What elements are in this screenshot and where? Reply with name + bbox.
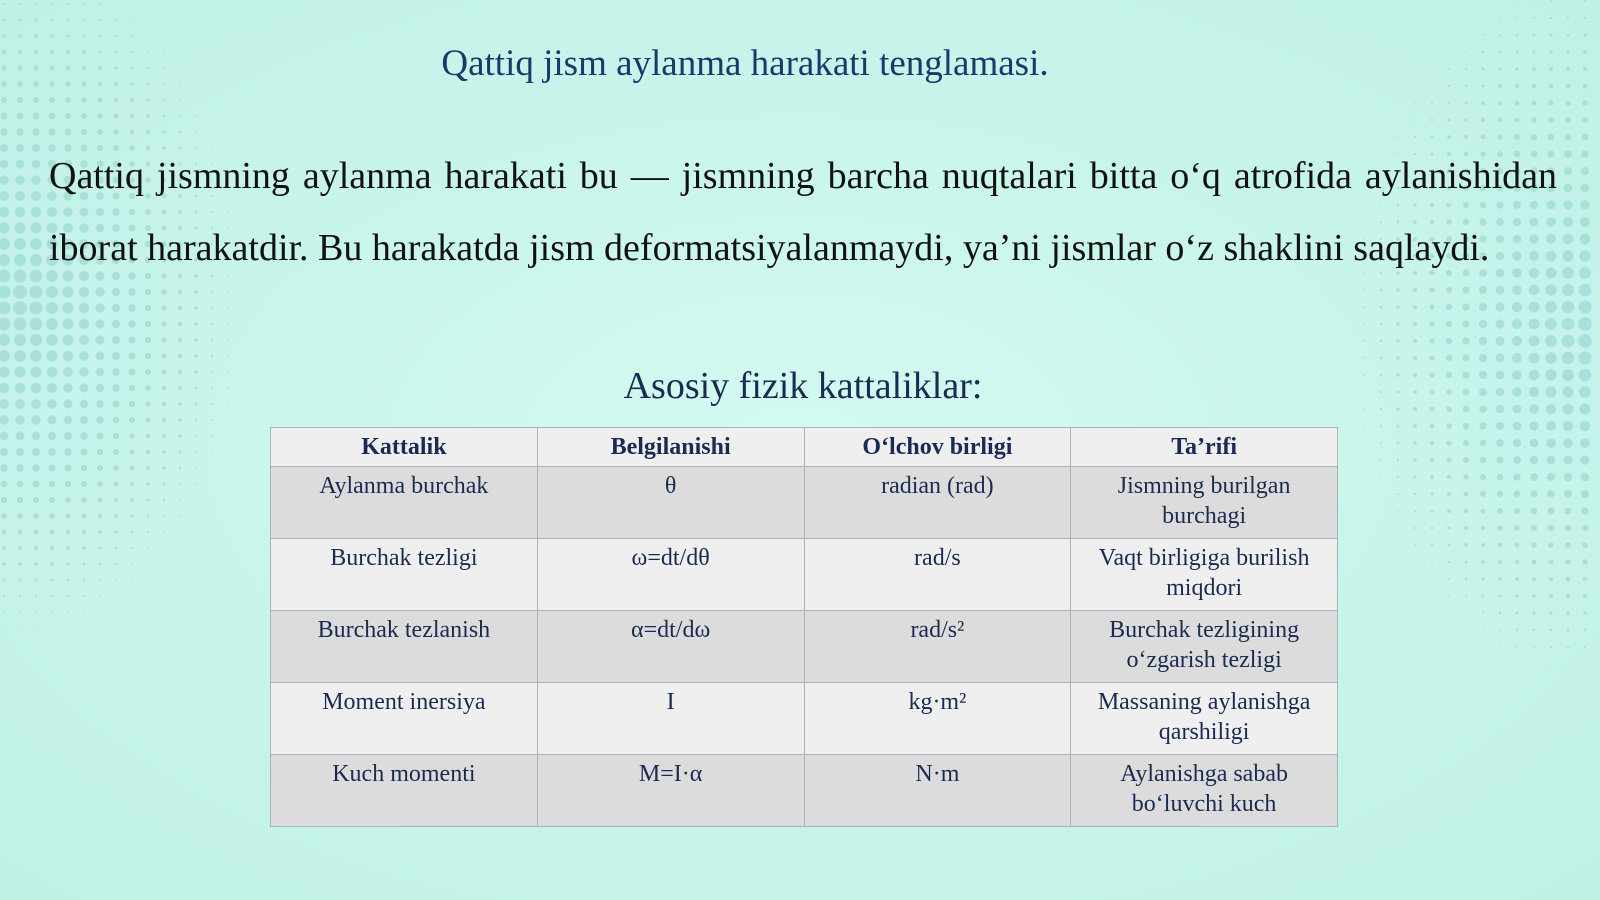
table-row bbox=[271, 683, 1338, 755]
table-body bbox=[271, 467, 1338, 827]
cell-definition: Aylanishga sabab bo‘luvchi kuch bbox=[1071, 755, 1338, 827]
cell-unit: kg·m² bbox=[804, 683, 1071, 755]
table-caption: Asosiy fizik kattaliklar: bbox=[623, 365, 983, 407]
slide-title: Qattiq jism aylanma harakati tenglamasi. bbox=[441, 43, 1049, 84]
cell-unit: radian (rad) bbox=[804, 467, 1071, 539]
cell-unit: N·m bbox=[804, 755, 1071, 827]
intro-paragraph: Qattiq jismning aylanma harakati bu — jismning barcha nuqtalari bitta o‘q atrofida aylanishidan iborat harakatdir. Bu harakatda jism deformatsiyalanmaydi, ya’ni jismlar o‘z shaklini saqlaydi. bbox=[49, 155, 1557, 269]
table-row bbox=[271, 611, 1338, 683]
cell-quantity: Burchak tezligi bbox=[271, 539, 538, 611]
table-header bbox=[271, 428, 1338, 467]
cell-symbol: ω=dt/dθ bbox=[537, 539, 804, 611]
header-cell-definition: Ta’rifi bbox=[1071, 428, 1338, 467]
table-row bbox=[271, 467, 1338, 539]
table-row bbox=[271, 755, 1338, 827]
cell-unit: rad/s² bbox=[804, 611, 1071, 683]
cell-quantity: Burchak tezlanish bbox=[271, 611, 538, 683]
cell-definition: Vaqt birligiga burilish miqdori bbox=[1071, 539, 1338, 611]
cell-symbol: θ bbox=[537, 467, 804, 539]
cell-symbol: I bbox=[537, 683, 804, 755]
cell-definition: Massaning aylanishga qarshiligi bbox=[1071, 683, 1338, 755]
cell-symbol: M=I·α bbox=[537, 755, 804, 827]
header-cell-quantity: Kattalik bbox=[271, 428, 538, 467]
cell-unit: rad/s bbox=[804, 539, 1071, 611]
quantities-table bbox=[270, 427, 1338, 827]
cell-quantity: Kuch momenti bbox=[271, 755, 538, 827]
cell-quantity: Aylanma burchak bbox=[271, 467, 538, 539]
header-cell-unit: O‘lchov birligi bbox=[804, 428, 1071, 467]
cell-definition: Jismning burilgan burchagi bbox=[1071, 467, 1338, 539]
cell-definition: Burchak tezligining o‘zgarish tezligi bbox=[1071, 611, 1338, 683]
cell-quantity: Moment inersiya bbox=[271, 683, 538, 755]
cell-symbol: α=dt/dω bbox=[537, 611, 804, 683]
header-row bbox=[271, 428, 1338, 467]
header-cell-symbol: Belgilanishi bbox=[537, 428, 804, 467]
table-row bbox=[271, 539, 1338, 611]
